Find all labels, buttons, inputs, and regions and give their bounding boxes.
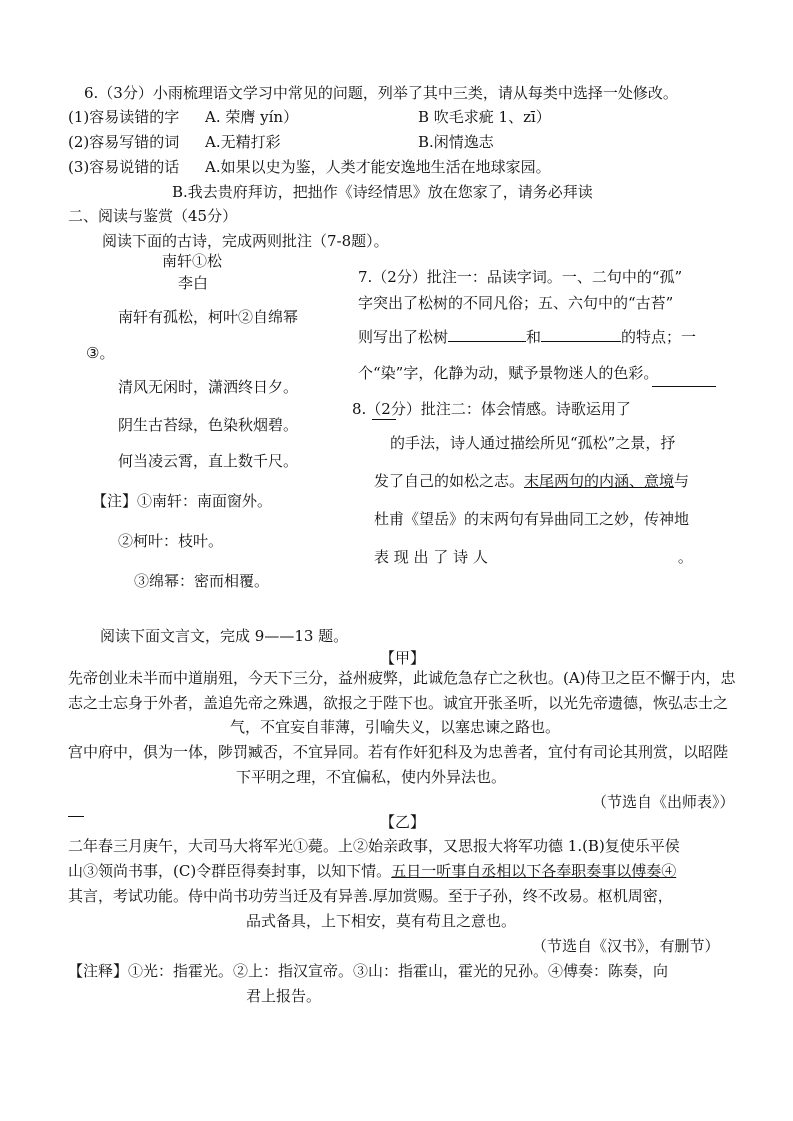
q8-line-3-c: 与 (674, 472, 690, 490)
q6-row1-option-b: B 吹毛求疵 1、zī） (418, 108, 551, 126)
q8-line-1: 8.（2分）批注二：体会情感。诗歌运用了 (352, 400, 631, 418)
q6-row3-label: (3)容易说错的话 (68, 158, 180, 176)
q7-line-1: 7.（2分）批注一：品读字词。一、二句中的“孤” (358, 268, 683, 286)
q6-row2-label: (2)容易写错的词 (68, 133, 180, 151)
poem-note-1: 【注】①南轩：南面窗外。 (92, 492, 273, 510)
yi-notes-line-1: 【注释】①光：指霍光。②上：指汉宣帝。③山：指霍山，霍光的兄孙。④傅奏：陈奏，向 (68, 962, 669, 980)
jia-p2-line-2: 下平明之理，不宜偏私，使内外异法也。 (236, 768, 507, 786)
q6-row2-option-b: B.闲情逸志 (418, 133, 494, 151)
yi-p1-line-4: 品式备具，上下相安，莫有苟且之意也。 (246, 912, 517, 930)
yi-notes-line-2: 君上报告。 (246, 987, 322, 1005)
section-heading: 二、阅读与鉴赏（45分） (68, 207, 238, 225)
jia-p1-line-1: 先帝创业未半而中道崩殂，今天下三分，益州疲弊，此诚危急存亡之秋也。(A)侍卫之臣不懈于内，忠 (68, 669, 736, 687)
q8-line-5 (374, 546, 693, 568)
q6-row3-option-a: A.如果以史为鉴，人类才能安逸地生活在地球家园。 (205, 158, 551, 176)
poem-title: 南轩①松 (162, 252, 223, 270)
q8-line-3-underlined: 末尾两句的内涵、意境 (524, 472, 675, 490)
passage-yi-label: 【乙】 (380, 813, 426, 831)
q6-row3-option-b: B.我去贵府拜访，把拙作《诗经情思》放在您家了，请务必拜读 (172, 183, 593, 201)
q8-blank[interactable] (488, 548, 678, 562)
q6-row1-label: (1)容易读错的字 (68, 108, 180, 126)
q6-stem: 6.（3分）小雨梳理语文学习中常见的问题，列举了其中三类，请从每类中选择一处修改。 (84, 84, 678, 102)
q6-row2-option-a: A.无精打彩 (205, 133, 281, 151)
poem-author: 李白 (178, 274, 209, 292)
wenyan-intro: 阅读下面文言文，完成 9——13 题。 (100, 627, 349, 645)
yi-p1-line-3: 其言，考试功能。侍中尚书功劳当迁及有异善.厚加赏赐。至于子孙，终不改易。枢机周密， (68, 887, 673, 905)
poem-line-4: 何当凌云霄，直上数千尺。 (118, 452, 299, 470)
jia-p2-line-1: 宫中府中，俱为一体，陟罚臧否，不宜异同。若有作奸犯科及为忠善者，宜付有司论其刑赏，以昭陛 (68, 743, 729, 761)
q8-blank-underline[interactable] (372, 419, 396, 420)
passage-jia-label: 【甲】 (380, 649, 426, 667)
divider-mark (68, 816, 84, 817)
jia-source: （节选自《出师表》） (592, 793, 735, 811)
yi-p1-line-2-underlined: 五日一听事自丞相以下各奉职奏事以傅奏④ (391, 862, 677, 880)
q7-line-3-c: 的特点；一 (621, 328, 697, 346)
q7-answer-line[interactable] (652, 386, 716, 387)
q8-line-5-a: 表 现 出 了 诗 人 (374, 548, 488, 566)
q7-line-3-b: 和 (526, 328, 542, 346)
yi-p1-line-1: 二年春三月庚午，大司马大将军光①薨。上②始亲政事，又思报大将军功德 1.(B)复使乐平侯 (68, 837, 680, 855)
yi-source: （节选自《汉书》，有删节） (532, 937, 720, 955)
poem-line-2: 清风无闲时，潇洒终日夕。 (118, 378, 299, 396)
q7-blank-2[interactable] (541, 327, 621, 342)
yi-p1-line-2 (68, 860, 676, 882)
poem-line-1-cont: ③。 (86, 344, 115, 362)
q8-line-3 (374, 470, 689, 492)
poem-line-1: 南轩有孤松，柯叶②自绵幂 (118, 308, 299, 326)
yi-p1-line-2-a: 山③领尚书事，(C)令群臣得奏封事，以知下情。 (68, 862, 392, 880)
poem-line-3: 阴生古苔绿，色染秋烟碧。 (118, 416, 299, 434)
q7-line-2: 字突出了松树的不同凡俗；五、六句中的“古苔” (358, 294, 674, 312)
poem-intro: 阅读下面的古诗，完成两则批注（7-8题）。 (102, 232, 389, 250)
q8-line-5-b: 。 (677, 548, 693, 566)
q8-line-4: 杜甫《望岳》的末两句有异曲同工之妙，传神地 (374, 510, 690, 528)
jia-p1-line-3: 气，不宜妄自菲薄，引喻失义，以塞忠谏之路也。 (230, 718, 561, 736)
q8-line-3-a: 发了自己的如松之志。 (374, 472, 525, 490)
q7-blank-1[interactable] (448, 327, 526, 342)
q7-line-4: 个“染”字，化静为动，赋予景物迷人的色彩。 (358, 364, 659, 382)
poem-note-2: ②柯叶：枝叶。 (118, 532, 224, 550)
jia-p1-line-2: 志之士忘身于外者，盖追先帝之殊遇，欲报之于陛下也。诚宜开张圣听，以光先帝遗德，恢弘志士之 (68, 694, 729, 712)
q7-line-3 (358, 326, 696, 348)
poem-note-3: ③绵幂：密而相覆。 (134, 572, 270, 590)
q7-line-3-a: 则写出了松树 (358, 328, 449, 346)
q6-row1-option-a: A. 荣膺 yín） (205, 108, 299, 126)
q8-line-2: 的手法，诗人通过描绘所见“孤松”之景，抒 (390, 434, 676, 452)
